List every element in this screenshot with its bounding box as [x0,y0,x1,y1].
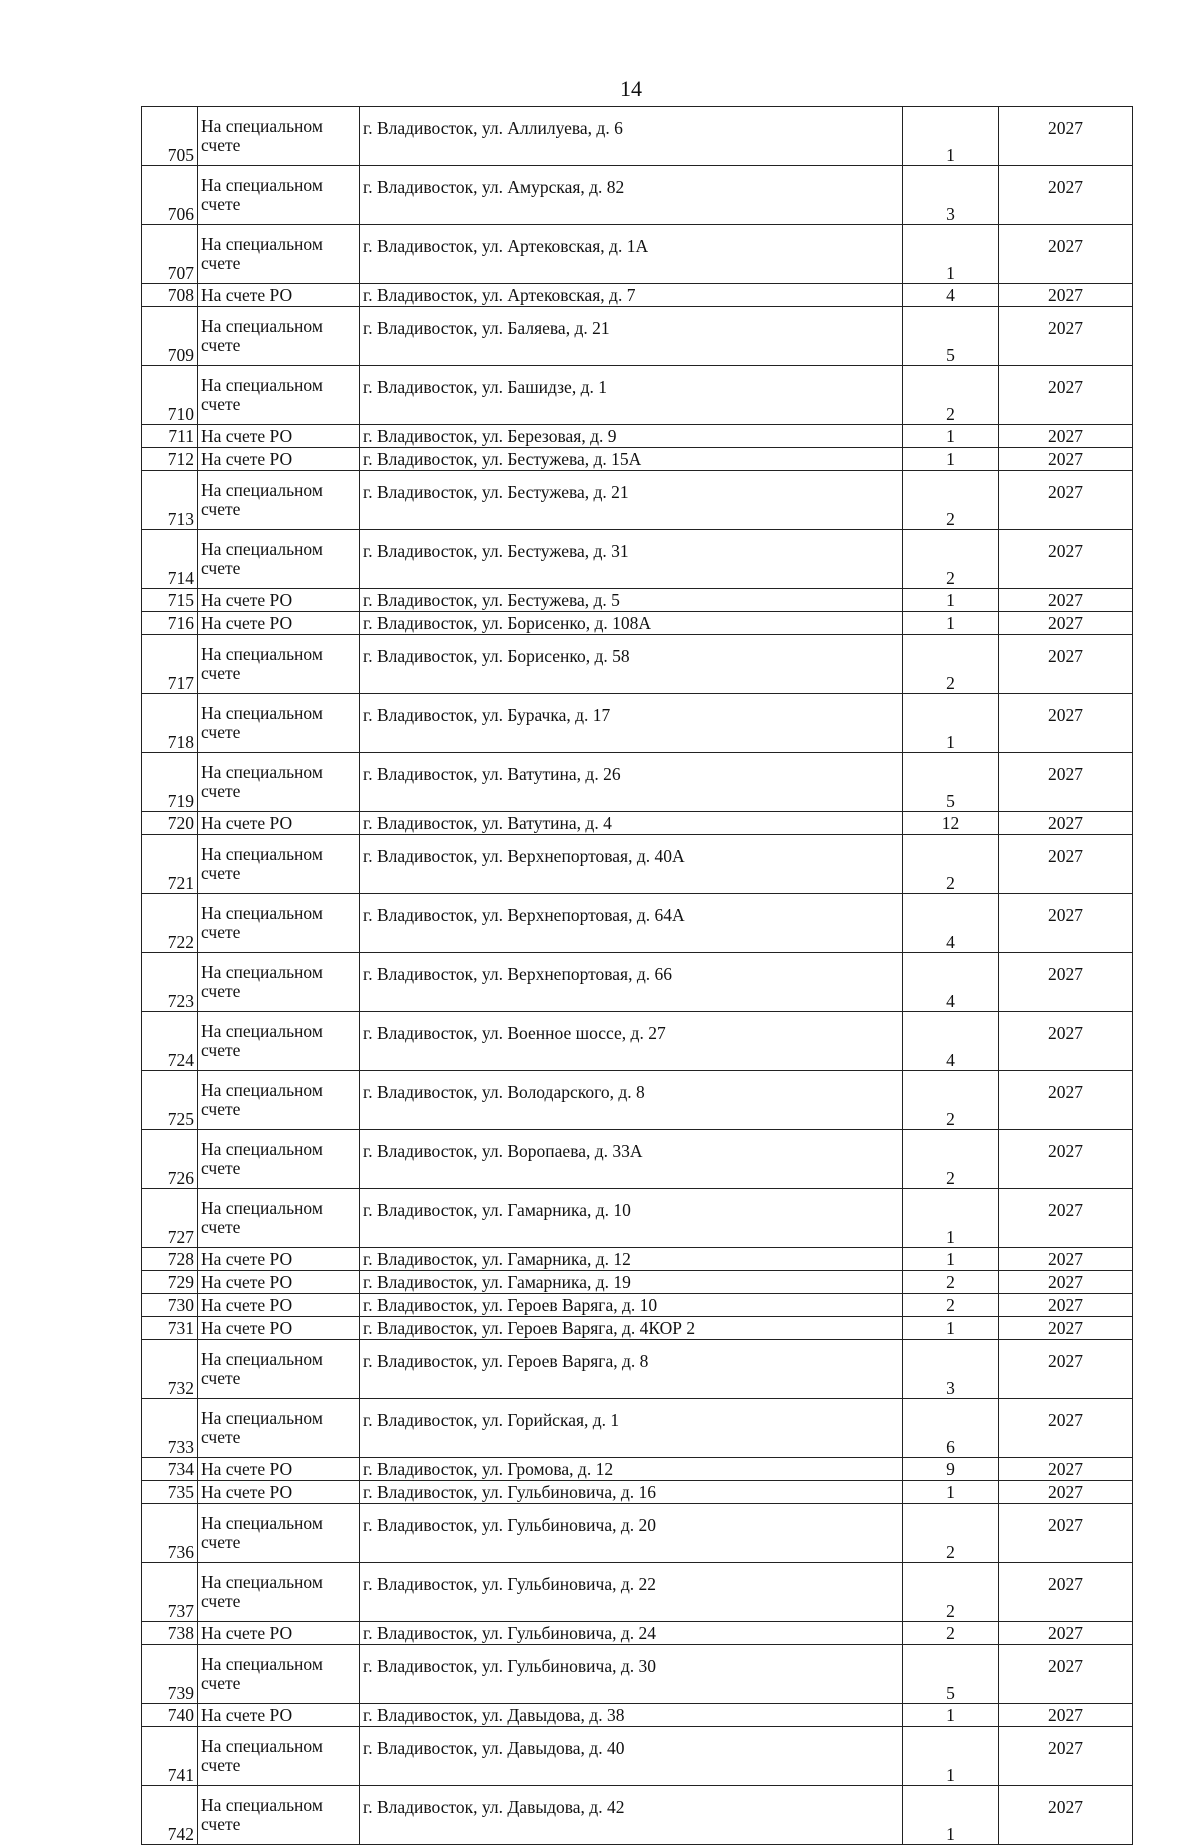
year-cell: 2027 [999,1012,1133,1071]
count-cell: 4 [903,284,999,307]
address-cell: г. Владивосток, ул. Верхнепортовая, д. 64А [360,894,903,953]
account-type-cell: На специальном счете [198,1340,360,1399]
table-row [142,1704,1133,1727]
year-cell: 2027 [999,894,1133,953]
table-row [142,425,1133,448]
table-row [142,225,1133,284]
account-type-cell: На счете РО [198,1271,360,1294]
table-row [142,1340,1133,1399]
row-number-cell: 738 [142,1622,198,1645]
account-type-cell: На счете РО [198,1294,360,1317]
account-type-cell: На специальном счете [198,1504,360,1563]
count-cell: 2 [903,530,999,589]
table-row [142,1645,1133,1704]
count-cell: 1 [903,1704,999,1727]
table-row [142,166,1133,225]
row-number-cell: 732 [142,1340,198,1399]
count-cell: 1 [903,1189,999,1248]
table-row [142,953,1133,1012]
row-number-cell: 708 [142,284,198,307]
year-cell: 2027 [999,448,1133,471]
account-type-cell: На специальном счете [198,471,360,530]
year-cell: 2027 [999,1189,1133,1248]
table-row [142,1294,1133,1317]
address-cell: г. Владивосток, ул. Гульбиновича, д. 16 [360,1481,903,1504]
account-type-cell: На специальном счете [198,1645,360,1704]
account-type-cell: На специальном счете [198,307,360,366]
row-number-cell: 715 [142,589,198,612]
address-cell: г. Владивосток, ул. Борисенко, д. 108А [360,612,903,635]
table-row [142,1189,1133,1248]
year-cell: 2027 [999,166,1133,225]
account-type-cell: На специальном счете [198,835,360,894]
year-cell: 2027 [999,753,1133,812]
row-number-cell: 733 [142,1399,198,1458]
row-number-cell: 716 [142,612,198,635]
table-row [142,812,1133,835]
count-cell: 12 [903,812,999,835]
year-cell: 2027 [999,953,1133,1012]
row-number-cell: 736 [142,1504,198,1563]
account-type-cell: На специальном счете [198,166,360,225]
table-row [142,1399,1133,1458]
address-cell: г. Владивосток, ул. Борисенко, д. 58 [360,635,903,694]
count-cell: 1 [903,1481,999,1504]
count-cell: 5 [903,307,999,366]
table-row [142,1786,1133,1845]
address-cell: г. Владивосток, ул. Гульбиновича, д. 20 [360,1504,903,1563]
count-cell: 5 [903,753,999,812]
address-cell: г. Владивосток, ул. Громова, д. 12 [360,1458,903,1481]
count-cell: 1 [903,225,999,284]
account-type-cell: На счете РО [198,589,360,612]
row-number-cell: 742 [142,1786,198,1845]
address-cell: г. Владивосток, ул. Бестужева, д. 31 [360,530,903,589]
table-row [142,1622,1133,1645]
year-cell: 2027 [999,1727,1133,1786]
row-number-cell: 709 [142,307,198,366]
count-cell: 2 [903,835,999,894]
table-row [142,1563,1133,1622]
row-number-cell: 710 [142,366,198,425]
year-cell: 2027 [999,1130,1133,1189]
year-cell: 2027 [999,284,1133,307]
table-row [142,1271,1133,1294]
row-number-cell: 717 [142,635,198,694]
count-cell: 1 [903,589,999,612]
table-row [142,635,1133,694]
count-cell: 6 [903,1399,999,1458]
year-cell: 2027 [999,612,1133,635]
table-row [142,753,1133,812]
year-cell: 2027 [999,1504,1133,1563]
row-number-cell: 705 [142,107,198,166]
account-type-cell: На специальном счете [198,1130,360,1189]
address-cell: г. Владивосток, ул. Героев Варяга, д. 10 [360,1294,903,1317]
account-type-cell: На счете РО [198,1622,360,1645]
count-cell: 2 [903,1294,999,1317]
row-number-cell: 712 [142,448,198,471]
address-cell: г. Владивосток, ул. Воропаева, д. 33А [360,1130,903,1189]
account-type-cell: На счете РО [198,1317,360,1340]
address-cell: г. Владивосток, ул. Аллилуева, д. 6 [360,107,903,166]
address-cell: г. Владивосток, ул. Володарского, д. 8 [360,1071,903,1130]
table-row [142,589,1133,612]
row-number-cell: 728 [142,1248,198,1271]
table-row [142,1248,1133,1271]
count-cell: 2 [903,1071,999,1130]
table-row [142,1130,1133,1189]
address-cell: г. Владивосток, ул. Гульбиновича, д. 30 [360,1645,903,1704]
row-number-cell: 718 [142,694,198,753]
table-row [142,1504,1133,1563]
account-type-cell: На специальном счете [198,894,360,953]
address-cell: г. Владивосток, ул. Башидзе, д. 1 [360,366,903,425]
address-cell: г. Владивосток, ул. Горийская, д. 1 [360,1399,903,1458]
account-type-cell: На счете РО [198,1704,360,1727]
address-cell: г. Владивосток, ул. Гамарника, д. 12 [360,1248,903,1271]
table-row [142,1481,1133,1504]
address-cell: г. Владивосток, ул. Гамарника, д. 10 [360,1189,903,1248]
account-type-cell: На специальном счете [198,107,360,166]
count-cell: 4 [903,894,999,953]
year-cell: 2027 [999,1317,1133,1340]
account-type-cell: На специальном счете [198,694,360,753]
housing-register-table [141,106,1133,1845]
row-number-cell: 713 [142,471,198,530]
address-cell: г. Владивосток, ул. Героев Варяга, д. 8 [360,1340,903,1399]
count-cell: 4 [903,1012,999,1071]
count-cell: 2 [903,1504,999,1563]
count-cell: 2 [903,1563,999,1622]
row-number-cell: 711 [142,425,198,448]
address-cell: г. Владивосток, ул. Военное шоссе, д. 27 [360,1012,903,1071]
account-type-cell: На счете РО [198,612,360,635]
count-cell: 1 [903,1786,999,1845]
row-number-cell: 735 [142,1481,198,1504]
row-number-cell: 724 [142,1012,198,1071]
year-cell: 2027 [999,589,1133,612]
year-cell: 2027 [999,635,1133,694]
count-cell: 2 [903,1271,999,1294]
account-type-cell: На специальном счете [198,225,360,284]
count-cell: 1 [903,425,999,448]
table-row [142,1071,1133,1130]
address-cell: г. Владивосток, ул. Баляева, д. 21 [360,307,903,366]
row-number-cell: 714 [142,530,198,589]
account-type-cell: На специальном счете [198,530,360,589]
table-row [142,1727,1133,1786]
address-cell: г. Владивосток, ул. Бестужева, д. 21 [360,471,903,530]
year-cell: 2027 [999,1786,1133,1845]
count-cell: 1 [903,1317,999,1340]
count-cell: 2 [903,1130,999,1189]
account-type-cell: На счете РО [198,1248,360,1271]
count-cell: 1 [903,694,999,753]
table-row [142,1012,1133,1071]
account-type-cell: На специальном счете [198,635,360,694]
table-row [142,366,1133,425]
count-cell: 1 [903,107,999,166]
row-number-cell: 730 [142,1294,198,1317]
address-cell: г. Владивосток, ул. Артековская, д. 7 [360,284,903,307]
address-cell: г. Владивосток, ул. Давыдова, д. 42 [360,1786,903,1845]
year-cell: 2027 [999,1563,1133,1622]
row-number-cell: 721 [142,835,198,894]
account-type-cell: На счете РО [198,1481,360,1504]
row-number-cell: 726 [142,1130,198,1189]
row-number-cell: 729 [142,1271,198,1294]
address-cell: г. Владивосток, ул. Ватутина, д. 4 [360,812,903,835]
table-row [142,530,1133,589]
year-cell: 2027 [999,307,1133,366]
account-type-cell: На специальном счете [198,953,360,1012]
year-cell: 2027 [999,366,1133,425]
year-cell: 2027 [999,1622,1133,1645]
account-type-cell: На специальном счете [198,1563,360,1622]
table-row [142,612,1133,635]
year-cell: 2027 [999,1481,1133,1504]
year-cell: 2027 [999,1248,1133,1271]
year-cell: 2027 [999,225,1133,284]
account-type-cell: На счете РО [198,425,360,448]
row-number-cell: 725 [142,1071,198,1130]
count-cell: 1 [903,448,999,471]
count-cell: 1 [903,1727,999,1786]
account-type-cell: На счете РО [198,812,360,835]
year-cell: 2027 [999,425,1133,448]
account-type-cell: На специальном счете [198,1189,360,1248]
address-cell: г. Владивосток, ул. Ватутина, д. 26 [360,753,903,812]
row-number-cell: 723 [142,953,198,1012]
table-row [142,284,1133,307]
count-cell: 3 [903,166,999,225]
row-number-cell: 727 [142,1189,198,1248]
address-cell: г. Владивосток, ул. Гульбиновича, д. 24 [360,1622,903,1645]
account-type-cell: На счете РО [198,1458,360,1481]
year-cell: 2027 [999,1340,1133,1399]
count-cell: 3 [903,1340,999,1399]
count-cell: 2 [903,1622,999,1645]
row-number-cell: 739 [142,1645,198,1704]
row-number-cell: 734 [142,1458,198,1481]
address-cell: г. Владивосток, ул. Героев Варяга, д. 4КОР 2 [360,1317,903,1340]
table-row [142,107,1133,166]
account-type-cell: На специальном счете [198,1786,360,1845]
account-type-cell: На специальном счете [198,1071,360,1130]
year-cell: 2027 [999,1645,1133,1704]
year-cell: 2027 [999,1399,1133,1458]
address-cell: г. Владивосток, ул. Бестужева, д. 5 [360,589,903,612]
row-number-cell: 706 [142,166,198,225]
table-row [142,471,1133,530]
count-cell: 2 [903,366,999,425]
table-row [142,1458,1133,1481]
address-cell: г. Владивосток, ул. Березовая, д. 9 [360,425,903,448]
year-cell: 2027 [999,694,1133,753]
account-type-cell: На специальном счете [198,753,360,812]
year-cell: 2027 [999,1271,1133,1294]
account-type-cell: На специальном счете [198,366,360,425]
account-type-cell: На специальном счете [198,1727,360,1786]
account-type-cell: На специальном счете [198,1399,360,1458]
count-cell: 1 [903,612,999,635]
year-cell: 2027 [999,835,1133,894]
table-row [142,894,1133,953]
row-number-cell: 707 [142,225,198,284]
count-cell: 2 [903,635,999,694]
table-body [142,107,1133,1845]
row-number-cell: 741 [142,1727,198,1786]
row-number-cell: 740 [142,1704,198,1727]
address-cell: г. Владивосток, ул. Давыдова, д. 40 [360,1727,903,1786]
address-cell: г. Владивосток, ул. Амурская, д. 82 [360,166,903,225]
table-row [142,1317,1133,1340]
year-cell: 2027 [999,1458,1133,1481]
address-cell: г. Владивосток, ул. Верхнепортовая, д. 66 [360,953,903,1012]
account-type-cell: На счете РО [198,284,360,307]
account-type-cell: На счете РО [198,448,360,471]
count-cell: 5 [903,1645,999,1704]
address-cell: г. Владивосток, ул. Верхнепортовая, д. 40А [360,835,903,894]
row-number-cell: 737 [142,1563,198,1622]
address-cell: г. Владивосток, ул. Гульбиновича, д. 22 [360,1563,903,1622]
address-cell: г. Владивосток, ул. Бурачка, д. 17 [360,694,903,753]
row-number-cell: 731 [142,1317,198,1340]
table-row [142,307,1133,366]
year-cell: 2027 [999,812,1133,835]
year-cell: 2027 [999,107,1133,166]
year-cell: 2027 [999,1294,1133,1317]
row-number-cell: 719 [142,753,198,812]
address-cell: г. Владивосток, ул. Бестужева, д. 15А [360,448,903,471]
page-number: 14 [620,76,642,101]
table-row [142,835,1133,894]
year-cell: 2027 [999,1704,1133,1727]
count-cell: 2 [903,471,999,530]
table-row [142,448,1133,471]
address-cell: г. Владивосток, ул. Артековская, д. 1А [360,225,903,284]
year-cell: 2027 [999,530,1133,589]
year-cell: 2027 [999,471,1133,530]
count-cell: 1 [903,1248,999,1271]
year-cell: 2027 [999,1071,1133,1130]
table-row [142,694,1133,753]
account-type-cell: На специальном счете [198,1012,360,1071]
address-cell: г. Владивосток, ул. Гамарника, д. 19 [360,1271,903,1294]
row-number-cell: 722 [142,894,198,953]
count-cell: 9 [903,1458,999,1481]
row-number-cell: 720 [142,812,198,835]
count-cell: 4 [903,953,999,1012]
address-cell: г. Владивосток, ул. Давыдова, д. 38 [360,1704,903,1727]
